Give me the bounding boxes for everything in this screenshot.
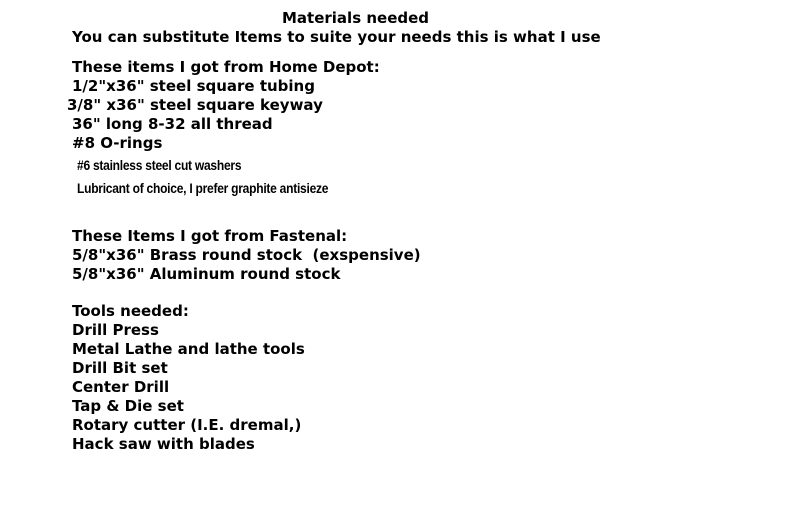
page-subtitle: You can substitute Items to suite your needs this is what I use [72,28,601,46]
tools-item: Drill Bit set [72,359,168,377]
page-title: Materials needed [282,9,430,27]
home-depot-item: 1/2"x36" steel square tubing [72,77,315,95]
fastenal-heading: These Items I got from Fastenal: [72,227,348,245]
tools-item: Metal Lathe and lathe tools [72,340,305,358]
tools-item: Hack saw with blades [72,435,255,453]
tools-item: Center Drill [72,378,170,396]
tools-item: Rotary cutter (I.E. dremal,) [72,416,302,434]
home-depot-item: #6 stainless steel cut washers [77,157,242,173]
home-depot-item: #8 O-rings [72,134,163,152]
home-depot-item: 3/8" x36" steel square keyway [67,96,323,114]
home-depot-heading: These items I got from Home Depot: [72,58,380,76]
tools-item: Tap & Die set [72,397,184,415]
tools-item: Drill Press [72,321,159,339]
home-depot-item: 36" long 8-32 all thread [72,115,273,133]
fastenal-item: 5/8"x36" Aluminum round stock [72,265,341,283]
fastenal-item: 5/8"x36" Brass round stock (exspensive) [72,246,421,264]
tools-heading: Tools needed: [72,302,189,320]
home-depot-item: Lubricant of choice, I prefer graphite antisieze [77,180,329,196]
